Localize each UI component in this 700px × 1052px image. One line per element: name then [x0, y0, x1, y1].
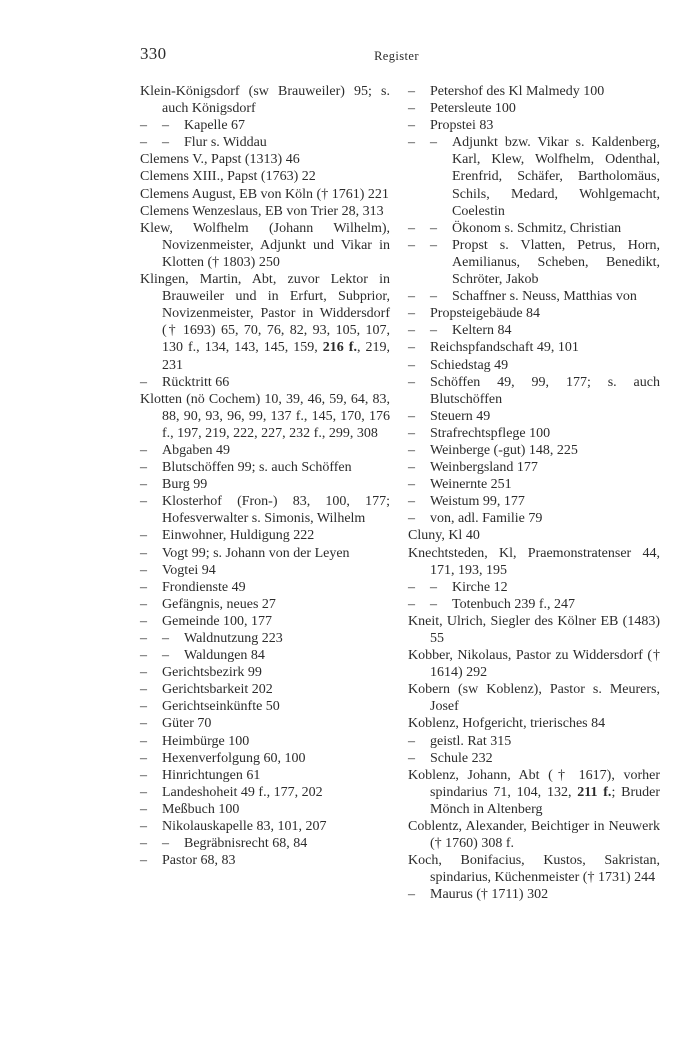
entry-text: Klotten (nö Cochem) 10, 39, 46, 59, 64, 83, 88, 90, 93, 96, 99, 137 f., 145, 170, 176 f., 197, 219, 222, 227, 232 f., 299, 308	[140, 391, 390, 441]
index-entry	[408, 425, 660, 442]
index-entry	[140, 579, 390, 596]
entry-dash: –	[162, 648, 169, 664]
index-entry	[140, 681, 390, 698]
entry-text: Gerichtseinkünfte 50	[162, 699, 280, 715]
entry-dash: –	[408, 596, 415, 612]
entry-dash: –	[140, 699, 147, 715]
index-entry	[140, 750, 390, 767]
index-entry	[408, 596, 660, 613]
index-entry	[140, 151, 390, 168]
entry-text: Weinernte 251	[430, 477, 512, 493]
entry-dash: –	[140, 733, 147, 749]
entry-text: Koblenz, Hofgericht, trierisches 84	[408, 716, 606, 732]
entry-dash: –	[140, 801, 147, 817]
index-entry	[140, 83, 390, 117]
entry-dash: –	[140, 613, 147, 629]
index-entry	[140, 271, 390, 374]
index-entry	[408, 339, 660, 356]
entry-text: Petersleute 100	[430, 101, 516, 117]
entry-dash: –	[430, 596, 437, 612]
index-entry	[140, 733, 390, 750]
entry-text: Weinbergsland 177	[430, 460, 538, 476]
entry-dash: –	[140, 477, 147, 493]
entry-dash: –	[408, 237, 415, 253]
index-entry	[408, 715, 660, 732]
entry-dash: –	[140, 460, 147, 476]
entry-dash: –	[408, 323, 415, 339]
entry-dash: –	[140, 528, 147, 544]
entry-dash: –	[140, 442, 147, 458]
entry-dash: –	[140, 853, 147, 869]
index-entry	[140, 117, 390, 134]
entry-text: Vogtei 94	[162, 562, 216, 578]
index-entry	[408, 818, 660, 852]
entry-dash: –	[430, 237, 437, 253]
entry-text: Propst s. Vlatten, Petrus, Horn, Aemilianus, Scheben, Benedikt, Schröter, Jakob	[452, 237, 660, 288]
entry-dash: –	[408, 460, 415, 476]
entry-text: Heimbürge 100	[162, 733, 250, 749]
entry-dash: –	[408, 408, 415, 424]
index-entry	[408, 83, 660, 100]
entry-dash: –	[430, 323, 437, 339]
entry-text: Rücktritt 66	[162, 374, 230, 390]
entry-text: Nikolauskapelle 83, 101, 207	[162, 819, 327, 835]
index-entry	[140, 134, 390, 151]
index-entry	[140, 459, 390, 476]
entry-dash: –	[140, 579, 147, 595]
index-entry	[408, 305, 660, 322]
entry-dash: –	[140, 767, 147, 783]
index-entry	[408, 220, 660, 237]
index-entry	[140, 391, 390, 442]
index-entry	[408, 886, 660, 903]
entry-dash: –	[140, 784, 147, 800]
entry-text: Cluny, Kl 40	[408, 528, 480, 544]
entry-dash: –	[408, 750, 415, 766]
index-entry	[408, 750, 660, 767]
entry-text: Gerichtsbezirk 99	[162, 665, 262, 681]
entry-text: von, adl. Familie 79	[430, 511, 543, 527]
index-entry	[408, 545, 660, 579]
entry-text: Schaffner s. Neuss, Matthias von	[452, 289, 637, 305]
index-entry	[408, 767, 660, 818]
index-entry	[140, 203, 390, 220]
entry-dash: –	[408, 511, 415, 527]
entry-text: Kapelle 67	[184, 118, 246, 134]
index-entry	[140, 647, 390, 664]
entry-text: Frondienste 49	[162, 579, 246, 595]
entry-text: Abgaben 49	[162, 442, 231, 458]
entry-dash: –	[430, 579, 437, 595]
entry-text: Knechtsteden, Kl, Praemonstratenser 44, 171, 193, 195	[408, 545, 660, 578]
entry-text: Waldnutzung 223	[184, 631, 283, 646]
index-entry	[408, 527, 660, 544]
index-entry	[140, 220, 390, 271]
entry-dash: –	[408, 220, 415, 236]
entry-text: Klingen, Martin, Abt, zuvor Lektor in Brauweiler und in Erfurt, Subprior, Novizenmeister, Pastor in Widdersdorf († 1693) 65, 70, 76, 82, 93, 105, 107, 130 f., 134, 143, 145, 159,	[140, 272, 390, 356]
entry-dash: –	[408, 357, 415, 373]
index-entry	[140, 493, 390, 527]
entry-text: Petershof des Kl Malmedy 100	[430, 84, 605, 99]
index-entry	[408, 117, 660, 134]
index-entry	[140, 527, 390, 544]
entry-text: Vogt 99; s. Johann von der Leyen	[162, 545, 350, 561]
entry-text: Güter 70	[162, 716, 212, 732]
entry-text: Pastor 68, 83	[162, 853, 236, 869]
index-entry	[140, 698, 390, 715]
entry-text: Waldungen 84	[184, 648, 265, 664]
index-entry	[408, 493, 660, 510]
entry-text: Gefängnis, neues 27	[162, 596, 276, 612]
index-entry	[140, 715, 390, 732]
entry-dash: –	[408, 118, 415, 134]
entry-dash: –	[408, 579, 415, 595]
index-entry	[408, 733, 660, 750]
index-entry	[408, 100, 660, 117]
index-entry	[140, 835, 390, 852]
entry-text: geistl. Rat 315	[430, 733, 512, 749]
index-entry	[140, 767, 390, 784]
entry-text: Strafrechtspflege 100	[430, 425, 551, 441]
entry-text: Weinberge (-gut) 148, 225	[430, 442, 578, 458]
index-column-right	[408, 83, 660, 904]
entry-dash: –	[408, 306, 415, 322]
entry-dash: –	[430, 289, 437, 305]
entry-text: Schöffen 49, 99, 177; s. auch Blutschöffen	[430, 374, 660, 407]
entry-text: Keltern 84	[452, 323, 512, 339]
entry-dash: –	[140, 682, 147, 698]
entry-text: Clemens August, EB von Köln († 1761) 221	[140, 186, 389, 202]
entry-text: Clemens XIII., Papst (1763) 22	[140, 169, 316, 185]
entry-dash: –	[408, 425, 415, 441]
entry-text: Kobber, Nikolaus, Pastor zu Widdersdorf († 1614) 292	[408, 648, 660, 681]
index-entry	[408, 322, 660, 339]
entry-text: Einwohner, Huldigung 222	[162, 528, 315, 544]
entry-text: Klosterhof (Fron-) 83, 100, 177; Hofesverwalter s. Simonis, Wilhelm	[162, 494, 390, 527]
entry-text: Clemens Wenzeslaus, EB von Trier 28, 313	[140, 203, 384, 219]
entry-dash: –	[140, 596, 147, 612]
index-entry	[140, 801, 390, 818]
entry-text: Propsteigebäude 84	[430, 306, 541, 322]
entry-text: Koch, Bonifacius, Kustos, Sakristan, spindarius, Küchenmeister († 1731) 244	[408, 853, 660, 886]
entry-dash: –	[408, 494, 415, 510]
entry-dash: –	[140, 750, 147, 766]
entry-text: Flur s. Widdau	[184, 135, 267, 151]
entry-dash: –	[408, 477, 415, 493]
entry-text: Weistum 99, 177	[430, 494, 525, 510]
entry-text: Meßbuch 100	[162, 801, 240, 817]
entry-bold-reference: 211 f.	[577, 784, 612, 800]
entry-dash: –	[140, 562, 147, 578]
index-entry	[408, 134, 660, 219]
entry-dash: –	[408, 340, 415, 356]
entry-text: Klein-Königsdorf (sw Brauweiler) 95; s. auch Königsdorf	[140, 84, 390, 117]
entry-dash: –	[140, 135, 147, 151]
entry-text: Maurus († 1711) 302	[430, 887, 549, 903]
entry-text: Propstei 83	[430, 118, 494, 134]
entry-text: Clemens V., Papst (1313) 46	[140, 152, 300, 168]
index-entry	[140, 664, 390, 681]
entry-dash: –	[408, 84, 415, 99]
entry-dash: –	[140, 631, 147, 646]
index-entry	[140, 374, 390, 391]
entry-dash: –	[140, 648, 147, 664]
entry-text-continued: , 219, 231	[162, 340, 390, 373]
entry-dash: –	[408, 374, 415, 390]
entry-dash: –	[140, 836, 147, 852]
entry-text: Koblenz, Johann, Abt († 1617), vorher spindarius 71, 104, 132,	[408, 767, 660, 800]
entry-dash: –	[162, 118, 169, 134]
running-head: Register	[374, 49, 419, 63]
entry-text: Kneit, Ulrich, Siegler des Kölner EB (1483) 55	[408, 613, 660, 646]
entry-text: Landeshoheit 49 f., 177, 202	[162, 784, 323, 800]
entry-dash: –	[162, 135, 169, 151]
index-entry	[408, 579, 660, 596]
index-entry	[408, 237, 660, 288]
entry-dash: –	[162, 836, 169, 852]
index-entry	[140, 596, 390, 613]
index-column-left	[140, 83, 390, 869]
entry-dash: –	[140, 545, 147, 561]
page-number: 330	[140, 44, 167, 63]
index-entry	[140, 784, 390, 801]
index-entry	[408, 681, 660, 715]
index-entry	[140, 818, 390, 835]
index-entry	[140, 613, 390, 630]
index-entry	[140, 630, 390, 647]
index-entry	[140, 442, 390, 459]
index-entry	[408, 408, 660, 425]
entry-text: Schule 232	[430, 750, 493, 766]
entry-dash: –	[430, 220, 437, 236]
entry-dash: –	[140, 494, 147, 510]
entry-text: Hinrichtungen 61	[162, 767, 261, 783]
entry-text-continued: ; Bruder Mönch in Altenberg	[430, 784, 660, 817]
index-entry	[140, 545, 390, 562]
index-entry	[140, 186, 390, 203]
entry-bold-reference: 216 f.	[322, 340, 357, 356]
entry-dash: –	[140, 118, 147, 134]
index-entry	[408, 288, 660, 305]
entry-text: Kirche 12	[452, 579, 508, 595]
index-entry	[408, 613, 660, 647]
entry-text: Steuern 49	[430, 408, 491, 424]
index-entry	[408, 476, 660, 493]
entry-dash: –	[140, 374, 147, 390]
index-entry	[408, 510, 660, 527]
entry-text: Gerichtsbarkeit 202	[162, 682, 273, 698]
entry-dash: –	[408, 101, 415, 117]
entry-dash: –	[408, 289, 415, 305]
entry-text: Schiedstag 49	[430, 357, 509, 373]
index-entry	[140, 476, 390, 493]
index-entry	[408, 647, 660, 681]
index-entry	[140, 852, 390, 869]
entry-text: Totenbuch 239 f., 247	[452, 596, 576, 612]
index-entry	[408, 442, 660, 459]
entry-dash: –	[140, 665, 147, 681]
entry-text: Gemeinde 100, 177	[162, 613, 273, 629]
index-entry	[140, 168, 390, 185]
index-entry	[408, 374, 660, 408]
entry-dash: –	[408, 442, 415, 458]
entry-dash: –	[408, 135, 415, 151]
entry-text: Ökonom s. Schmitz, Christian	[452, 220, 622, 236]
entry-dash: –	[430, 135, 437, 151]
entry-text: Adjunkt bzw. Vikar s. Kaldenberg, Karl, Klew, Wolfhelm, Odenthal, Erenfrid, Schäfer, Bartholomäus, Schils, Medard, Wohlgemacht, Coelestin	[452, 135, 660, 219]
entry-text: Kobern (sw Koblenz), Pastor s. Meurers, Josef	[408, 682, 660, 715]
index-entry	[140, 562, 390, 579]
entry-text: Burg 99	[162, 477, 208, 493]
index-entry	[408, 852, 660, 886]
entry-text: Klew, Wolfhelm (Johann Wilhelm), Novizenmeister, Adjunkt und Vikar in Klotten († 1803) 250	[140, 220, 390, 270]
entry-text: Coblentz, Alexander, Beichtiger in Neuwerk († 1760) 308 f.	[408, 819, 660, 852]
entry-text: Hexenverfolgung 60, 100	[162, 750, 306, 766]
entry-text: Blutschöffen 99; s. auch Schöffen	[162, 460, 352, 476]
entry-dash: –	[408, 733, 415, 749]
entry-dash: –	[162, 631, 169, 646]
entry-dash: –	[408, 887, 415, 903]
entry-text: Begräbnisrecht 68, 84	[184, 836, 308, 852]
entry-dash: –	[140, 819, 147, 835]
index-entry	[408, 459, 660, 476]
index-entry	[408, 357, 660, 374]
entry-text: Reichspfandschaft 49, 101	[430, 340, 579, 356]
entry-dash: –	[140, 716, 147, 732]
